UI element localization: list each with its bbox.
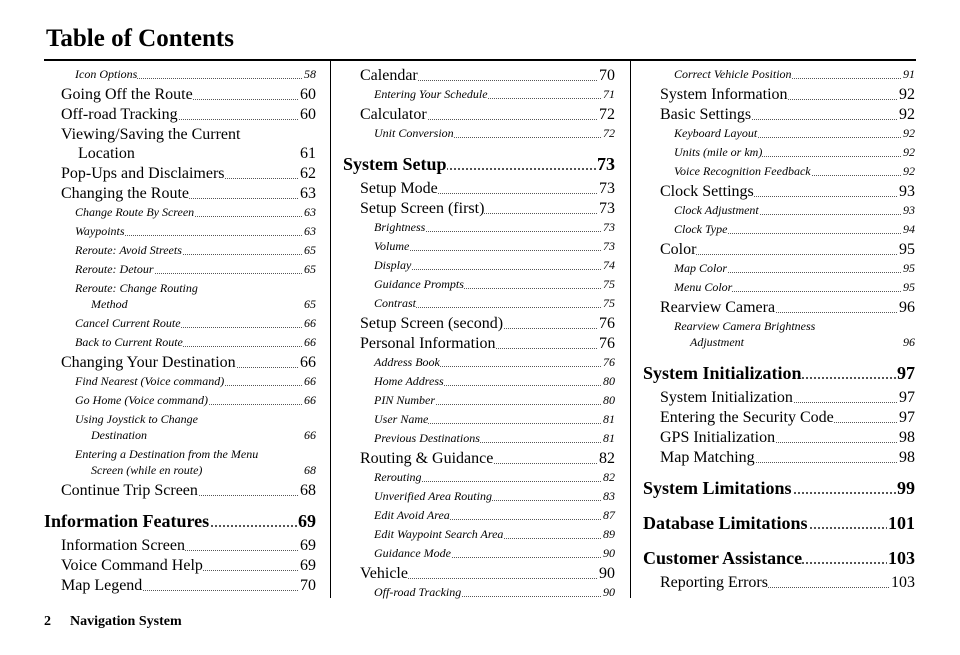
toc-subentry[interactable] — [374, 373, 615, 389]
column-divider — [630, 60, 631, 598]
toc-entry-label: Home Address — [374, 374, 444, 388]
toc-page-number: 98 — [899, 429, 915, 446]
toc-entry-label: Unverified Area Routing — [374, 489, 492, 503]
toc-entry-label: System Setup — [343, 154, 447, 174]
toc-page-number: 66 — [304, 335, 316, 349]
toc-subentry[interactable] — [75, 315, 316, 331]
toc-entry-label: Units (mile or km) — [674, 145, 763, 159]
toc-page-number: 60 — [300, 86, 316, 103]
toc-page-number: 97 — [899, 389, 915, 406]
toc-entry[interactable] — [61, 576, 316, 595]
toc-entry-label: Go Home (Voice command) — [75, 393, 208, 407]
toc-entry[interactable] — [360, 66, 615, 85]
toc-page-number: 95 — [903, 261, 915, 275]
toc-entry-label: Setup Screen (first) — [360, 200, 485, 217]
toc-entry[interactable] — [61, 481, 316, 500]
toc-entry-label: Off-road Tracking — [61, 106, 178, 123]
toc-subentry[interactable] — [674, 279, 915, 295]
toc-page-number: 80 — [603, 393, 615, 407]
toc-subentry[interactable] — [75, 334, 316, 350]
toc-page-number: 90 — [603, 546, 615, 560]
toc-subentry[interactable] — [374, 545, 615, 561]
toc-page-number: 98 — [899, 449, 915, 466]
toc-entry[interactable] — [660, 428, 915, 447]
toc-page-number: 92 — [903, 164, 915, 178]
toc-section-entry[interactable] — [643, 503, 915, 534]
toc-page-number: 73 — [597, 154, 615, 174]
toc-subentry[interactable] — [374, 488, 615, 504]
toc-subentry[interactable] — [75, 242, 316, 258]
toc-subentry[interactable] — [75, 373, 316, 389]
toc-entry-label: Brightness — [374, 220, 426, 234]
toc-entry-label: Using Joystick to Change — [75, 412, 198, 426]
toc-page-number: 82 — [599, 450, 615, 467]
toc-entry-label: Information Screen — [61, 537, 185, 554]
toc-page-number: 69 — [298, 511, 316, 531]
toc-subentry[interactable] — [75, 261, 316, 277]
toc-entry-label: Vehicle — [360, 565, 408, 582]
toc-entry-label: Voice Recognition Feedback — [674, 164, 811, 178]
toc-entry-label: System Initialization — [660, 389, 793, 406]
toc-subentry[interactable] — [75, 446, 316, 478]
toc-entry-label: System Initialization — [643, 363, 802, 383]
toc-page-number: 63 — [304, 224, 316, 238]
toc-page-number: 60 — [300, 106, 316, 123]
toc-page-number: 66 — [304, 316, 316, 330]
toc-subentry[interactable] — [374, 238, 615, 254]
toc-entry-label: GPS Initialization — [660, 429, 776, 446]
toc-entry-label: Guidance Prompts — [374, 277, 464, 291]
toc-entry-label-continuation: Method — [75, 296, 316, 312]
toc-entry[interactable] — [360, 314, 615, 333]
toc-entry-label: Clock Adjustment — [674, 203, 759, 217]
toc-entry-label: Map Matching — [660, 449, 755, 466]
toc-page-number: 73 — [599, 200, 615, 217]
toc-subentry[interactable] — [75, 204, 316, 220]
toc-entry-label: Rearview Camera — [660, 299, 776, 316]
toc-entry[interactable] — [660, 85, 915, 104]
toc-entry-label: User Name — [374, 412, 429, 426]
toc-entry[interactable] — [660, 182, 915, 201]
toc-subentry[interactable] — [674, 144, 915, 160]
toc-entry-label: Previous Destinations — [374, 431, 480, 445]
toc-subentry[interactable] — [374, 392, 615, 408]
toc-page-number: 83 — [603, 489, 615, 503]
toc-entry-label: Calculator — [360, 106, 427, 123]
toc-page-number: 94 — [903, 222, 915, 236]
toc-entry[interactable] — [61, 164, 316, 183]
toc-entry-label: Reroute: Avoid Streets — [75, 243, 182, 257]
toc-page-number: 87 — [603, 508, 615, 522]
toc-page-number: 73 — [599, 180, 615, 197]
toc-entry-label: Color — [660, 241, 697, 258]
toc-entry[interactable] — [61, 184, 316, 203]
toc-entry-label: Reroute: Detour — [75, 262, 154, 276]
toc-entry[interactable] — [360, 564, 615, 583]
toc-entry[interactable] — [61, 125, 316, 163]
toc-page-number: 90 — [603, 585, 615, 599]
toc-entry-label: Unit Conversion — [374, 126, 454, 140]
toc-entry[interactable] — [660, 105, 915, 124]
toc-entry[interactable] — [660, 573, 915, 592]
toc-subentry[interactable] — [674, 260, 915, 276]
toc-entry-label: Voice Command Help — [61, 557, 203, 574]
toc-entry-label: Viewing/Saving the Current — [61, 126, 241, 143]
toc-subentry[interactable] — [374, 295, 615, 311]
toc-entry-label: Contrast — [374, 296, 417, 310]
toc-entry-label: Entering a Destination from the Menu — [75, 447, 259, 461]
toc-page-number: 69 — [300, 537, 316, 554]
toc-entry[interactable] — [61, 353, 316, 372]
toc-page-number: 75 — [603, 277, 615, 291]
toc-subentry[interactable] — [374, 584, 615, 600]
toc-page-number: 81 — [603, 431, 615, 445]
toc-entry-label: Personal Information — [360, 335, 496, 352]
toc-page-number: 95 — [903, 280, 915, 294]
toc-page-number: 65 — [304, 262, 316, 276]
toc-page-number: 65 — [304, 243, 316, 257]
toc-entry-label: Going Off the Route — [61, 86, 193, 103]
toc-page-number: 66 — [304, 428, 316, 442]
toc-page-number: 76 — [599, 335, 615, 352]
toc-page-number: 96 — [899, 299, 915, 316]
toc-entry-label-continuation: Location — [61, 144, 316, 163]
toc-page-number: 73 — [603, 220, 615, 234]
toc-entry[interactable] — [660, 408, 915, 427]
toc-entry[interactable] — [360, 199, 615, 218]
toc-section-entry[interactable] — [643, 468, 915, 499]
toc-entry-label: Setup Screen (second) — [360, 315, 504, 332]
toc-entry[interactable] — [660, 388, 915, 407]
toc-page-number: 66 — [300, 354, 316, 371]
toc-entry-label: Map Legend — [61, 577, 143, 594]
toc-entry-label: Rerouting — [374, 470, 422, 484]
toc-page-number: 69 — [300, 557, 316, 574]
toc-entry-label: Entering Your Schedule — [374, 87, 488, 101]
toc-entry[interactable] — [360, 449, 615, 468]
toc-entry-label: Continue Trip Screen — [61, 482, 198, 499]
toc-subentry[interactable] — [75, 280, 316, 312]
toc-entry-label: Guidance Mode — [374, 546, 451, 560]
toc-page-number: 92 — [899, 106, 915, 123]
toc-subentry[interactable] — [674, 163, 915, 179]
toc-column-3 — [643, 66, 915, 593]
toc-entry-label-continuation: Screen (while en route) — [75, 462, 316, 478]
toc-column-2 — [343, 66, 615, 603]
toc-subentry[interactable] — [374, 276, 615, 292]
toc-entry-label: Reporting Errors — [660, 574, 768, 591]
toc-entry[interactable] — [360, 105, 615, 124]
toc-entry-label: Edit Avoid Area — [374, 508, 450, 522]
toc-page-number: 75 — [603, 296, 615, 310]
toc-subentry[interactable] — [674, 318, 915, 350]
toc-page-number: 101 — [888, 513, 915, 533]
toc-entry-label: Edit Waypoint Search Area — [374, 527, 504, 541]
toc-page-number: 93 — [899, 183, 915, 200]
toc-page-number: 93 — [903, 203, 915, 217]
toc-entry[interactable] — [61, 105, 316, 124]
toc-entry-label: Map Color — [674, 261, 728, 275]
toc-subentry[interactable] — [75, 411, 316, 443]
toc-entry-label: Display — [374, 258, 412, 272]
toc-page-number: 103 — [891, 574, 915, 591]
toc-page-number: 70 — [599, 67, 615, 84]
toc-page-number: 61 — [300, 145, 316, 162]
toc-page-number: 63 — [300, 185, 316, 202]
toc-page-number: 89 — [603, 527, 615, 541]
toc-page-number: 73 — [603, 239, 615, 253]
toc-entry-label: Address Book — [374, 355, 440, 369]
toc-entry-label: Basic Settings — [660, 106, 752, 123]
toc-entry-label: Customer Assistance — [643, 548, 803, 568]
toc-page-number: 81 — [603, 412, 615, 426]
toc-entry-label: Correct Vehicle Position — [674, 67, 792, 81]
toc-entry-label: Keyboard Layout — [674, 126, 758, 140]
toc-entry[interactable] — [660, 240, 915, 259]
toc-entry[interactable] — [61, 536, 316, 555]
toc-entry-label: Waypoints — [75, 224, 125, 238]
toc-entry[interactable] — [660, 448, 915, 467]
toc-subentry[interactable] — [374, 430, 615, 446]
toc-page-number: 72 — [603, 126, 615, 140]
toc-page-number: 92 — [903, 145, 915, 159]
column-divider — [330, 60, 331, 598]
toc-entry-label-continuation: Destination — [75, 427, 316, 443]
toc-subentry[interactable] — [75, 223, 316, 239]
toc-page-number: 90 — [599, 565, 615, 582]
toc-entry-label: Rearview Camera Brightness — [674, 319, 816, 333]
toc-subentry[interactable] — [374, 354, 615, 370]
toc-subentry[interactable] — [75, 392, 316, 408]
toc-page-number: 63 — [304, 205, 316, 219]
toc-subentry[interactable] — [674, 125, 915, 141]
toc-page-number: 82 — [603, 470, 615, 484]
page-title: Table of Contents — [46, 25, 234, 52]
toc-section-entry[interactable] — [44, 501, 316, 532]
toc-page-number: 62 — [300, 165, 316, 182]
toc-section-entry[interactable] — [343, 144, 615, 175]
page-footer — [44, 614, 182, 630]
toc-entry[interactable] — [660, 298, 915, 317]
toc-entry-label: Off-road Tracking — [374, 585, 462, 599]
toc-subentry[interactable] — [374, 125, 615, 141]
toc-entry[interactable] — [360, 334, 615, 353]
toc-entry-label: Back to Current Route — [75, 335, 183, 349]
toc-page-number: 70 — [300, 577, 316, 594]
toc-entry-label: Setup Mode — [360, 180, 438, 197]
toc-page-number: 66 — [304, 374, 316, 388]
toc-page-number: 66 — [304, 393, 316, 407]
title-rule — [44, 59, 916, 61]
toc-page-number: 76 — [599, 315, 615, 332]
toc-entry-label: System Limitations — [643, 478, 792, 498]
toc-subentry[interactable] — [374, 257, 615, 273]
toc-page-number: 80 — [603, 374, 615, 388]
footer-page-number: 2 — [44, 614, 51, 629]
toc-subentry[interactable] — [374, 526, 615, 542]
toc-page-number: 68 — [300, 482, 316, 499]
toc-page-number: 71 — [603, 87, 615, 101]
toc-page-number: 65 — [304, 297, 316, 311]
toc-subentry[interactable] — [374, 469, 615, 485]
toc-entry-label: Volume — [374, 239, 410, 253]
toc-entry-label: Cancel Current Route — [75, 316, 181, 330]
toc-entry-label: Changing Your Destination — [61, 354, 236, 371]
toc-entry[interactable] — [61, 556, 316, 575]
toc-entry-label: System Information — [660, 86, 788, 103]
toc-subentry[interactable] — [75, 66, 316, 82]
toc-entry-label: Clock Settings — [660, 183, 754, 200]
toc-entry-label: Changing the Route — [61, 185, 189, 202]
toc-subentry[interactable] — [374, 507, 615, 523]
toc-page-number: 92 — [899, 86, 915, 103]
toc-entry-label: PIN Number — [374, 393, 435, 407]
toc-subentry[interactable] — [674, 66, 915, 82]
footer-label: Navigation System — [70, 614, 182, 629]
toc-page-number: 92 — [903, 126, 915, 140]
toc-page-number: 72 — [599, 106, 615, 123]
toc-entry-label: Icon Options — [75, 67, 138, 81]
toc-entry-label: Pop-Ups and Disclaimers — [61, 165, 225, 182]
toc-page-number: 96 — [903, 335, 915, 349]
toc-subentry[interactable] — [374, 219, 615, 235]
toc-entry-label-continuation: Adjustment — [674, 334, 915, 350]
toc-entry-label: Change Route By Screen — [75, 205, 195, 219]
toc-subentry[interactable] — [674, 221, 915, 237]
toc-page-number: 74 — [603, 258, 615, 272]
toc-page-number: 68 — [304, 463, 316, 477]
toc-page-number: 99 — [897, 478, 915, 498]
toc-page-number: 58 — [304, 67, 316, 81]
toc-entry-label: Database Limitations — [643, 513, 808, 533]
toc-subentry[interactable] — [374, 411, 615, 427]
toc-entry-label: Reroute: Change Routing — [75, 281, 198, 295]
toc-page-number: 95 — [899, 241, 915, 258]
toc-page-number: 91 — [903, 67, 915, 81]
toc-page-number: 97 — [899, 409, 915, 426]
toc-entry[interactable] — [360, 179, 615, 198]
toc-subentry[interactable] — [674, 202, 915, 218]
toc-subentry[interactable] — [374, 86, 615, 102]
toc-page-number: 97 — [897, 363, 915, 383]
toc-entry-label: Clock Type — [674, 222, 728, 236]
toc-entry-label: Routing & Guidance — [360, 450, 494, 467]
toc-entry-label: Find Nearest (Voice command) — [75, 374, 225, 388]
toc-page-number: 76 — [603, 355, 615, 369]
toc-entry[interactable] — [61, 85, 316, 104]
toc-page-number: 103 — [888, 548, 915, 568]
toc-entry-label: Calendar — [360, 67, 418, 84]
toc-entry-label: Entering the Security Code — [660, 409, 834, 426]
toc-section-entry[interactable] — [643, 538, 915, 569]
toc-section-entry[interactable] — [643, 353, 915, 384]
toc-column-1 — [44, 66, 316, 596]
toc-entry-label: Information Features — [44, 511, 210, 531]
toc-entry-label: Menu Color — [674, 280, 733, 294]
